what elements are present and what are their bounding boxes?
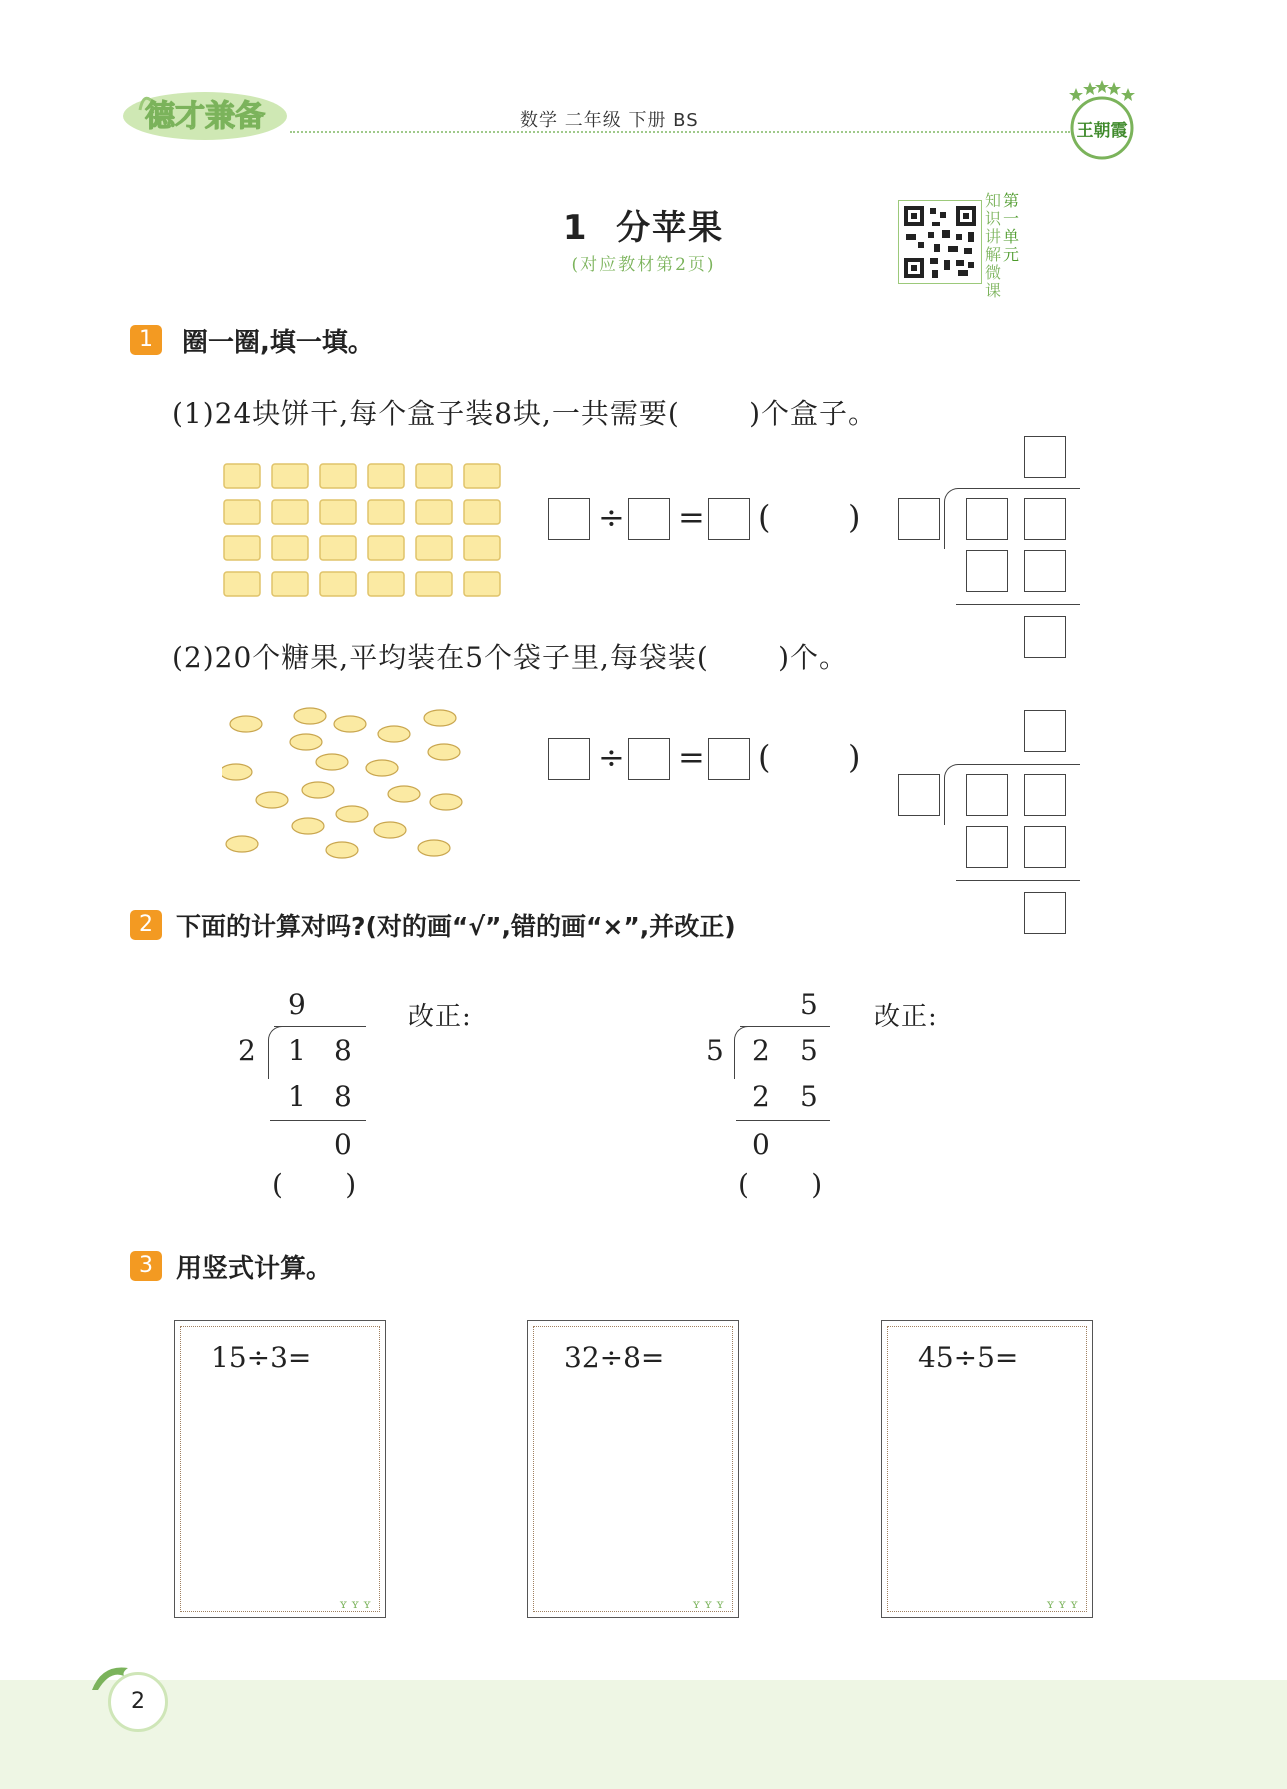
remainder-digit: 0: [334, 1128, 352, 1161]
badge-text: 王朝霞: [1076, 121, 1128, 141]
page-title: 1 分苹果: [562, 208, 725, 248]
product-digit: 2: [752, 1080, 770, 1113]
unit-paren-close: ): [848, 738, 861, 776]
dividend-digit: 1: [288, 1034, 306, 1067]
section-3-number: 3: [130, 1251, 162, 1281]
answer-box[interactable]: [708, 738, 750, 780]
quotient-box[interactable]: [1024, 436, 1066, 478]
section-2-number: 2: [130, 910, 162, 940]
unit-paren-close: ): [848, 498, 861, 536]
division-bar: [274, 1026, 366, 1027]
product-box[interactable]: [1024, 550, 1066, 592]
divisor-digit: 5: [706, 1034, 724, 1067]
grass-decoration-icon: ʏʏʏ: [692, 1597, 728, 1611]
product-digit: 1: [288, 1080, 306, 1113]
division-bracket: [944, 488, 959, 549]
qr-label-1: 知 识 讲 解 微 课: [984, 191, 1001, 300]
divisor-digit: 2: [238, 1034, 256, 1067]
work-area[interactable]: [527, 1320, 739, 1618]
logo: [120, 82, 290, 142]
page-number: 2: [108, 1672, 168, 1732]
divisor-box[interactable]: [898, 774, 940, 816]
subtraction-line: [736, 1120, 830, 1121]
section-2-heading: 下面的计算对吗?(对的画“√”,错的画“×”,并改正): [176, 912, 736, 941]
dividend-digit: 8: [334, 1034, 352, 1067]
unit-paren-open: (: [758, 738, 771, 776]
judge-paren[interactable]: ( ): [272, 1168, 357, 1201]
divide-sign: ÷: [598, 738, 625, 776]
answer-box[interactable]: [628, 498, 670, 540]
dividend-box[interactable]: [1024, 498, 1066, 540]
brand-badge: [1062, 78, 1142, 164]
divisor-box[interactable]: [898, 498, 940, 540]
dividend-digit: 5: [800, 1034, 818, 1067]
divide-sign: ÷: [598, 498, 625, 536]
grass-decoration-icon: ʏʏʏ: [339, 1597, 375, 1611]
answer-box[interactable]: [628, 738, 670, 780]
quotient-box[interactable]: [1024, 710, 1066, 752]
product-digit: 5: [800, 1080, 818, 1113]
product-box[interactable]: [966, 826, 1008, 868]
quotient-digit: 5: [800, 988, 818, 1021]
section-3-heading: 用竖式计算。: [176, 1254, 333, 1284]
dividend-digit: 2: [752, 1034, 770, 1067]
correction-label: 改正:: [408, 1002, 472, 1032]
remainder-digit: 0: [752, 1128, 770, 1161]
subtraction-line: [956, 880, 1080, 881]
answer-box[interactable]: [548, 498, 590, 540]
division-bar: [958, 764, 1080, 765]
product-digit: 8: [334, 1080, 352, 1113]
section-1-number: 1: [130, 325, 162, 355]
calc-expression: 45÷5=: [918, 1341, 1019, 1374]
logo-text: 德才兼备: [145, 99, 265, 134]
calc-expression: 32÷8=: [564, 1341, 665, 1374]
division-bracket: [944, 764, 959, 825]
equals-sign: =: [678, 738, 705, 776]
product-box[interactable]: [966, 550, 1008, 592]
division-bracket: [268, 1026, 283, 1079]
division-bracket: [734, 1026, 749, 1079]
division-bar: [740, 1026, 830, 1027]
equals-sign: =: [678, 498, 705, 536]
answer-box[interactable]: [548, 738, 590, 780]
quotient-digit: 9: [288, 988, 306, 1021]
subtraction-line: [956, 604, 1080, 605]
answer-box[interactable]: [708, 498, 750, 540]
qr-code-icon[interactable]: [898, 200, 982, 284]
section-1-heading: 圈一圈,填一填。: [182, 328, 374, 358]
judge-paren[interactable]: ( ): [738, 1168, 823, 1201]
dividend-box[interactable]: [1024, 774, 1066, 816]
question-2-text: (2)20个糖果,平均装在5个袋子里,每袋装( )个。: [172, 641, 849, 674]
grass-decoration-icon: ʏʏʏ: [1046, 1597, 1082, 1611]
dividend-box[interactable]: [966, 498, 1008, 540]
dividend-box[interactable]: [966, 774, 1008, 816]
biscuits-image: [222, 462, 506, 600]
product-box[interactable]: [1024, 826, 1066, 868]
work-area[interactable]: [174, 1320, 386, 1618]
qr-label-2: 第 一 单 元: [1002, 191, 1019, 264]
question-1-text: (1)24块饼干,每个盒子装8块,一共需要( )个盒子。: [172, 397, 878, 430]
remainder-box[interactable]: [1024, 616, 1066, 658]
page-subtitle: (对应教材第2页): [571, 255, 716, 275]
subject-label: 数学 二年级 下册 BS: [520, 110, 699, 131]
work-area[interactable]: [881, 1320, 1093, 1618]
calc-expression: 15÷3=: [211, 1341, 312, 1374]
remainder-box[interactable]: [1024, 892, 1066, 934]
footer-background: [0, 1680, 1287, 1789]
subtraction-line: [270, 1120, 366, 1121]
division-bar: [958, 488, 1080, 489]
correction-label: 改正:: [874, 1002, 938, 1032]
unit-paren-open: (: [758, 498, 771, 536]
candies-image: [222, 706, 472, 862]
